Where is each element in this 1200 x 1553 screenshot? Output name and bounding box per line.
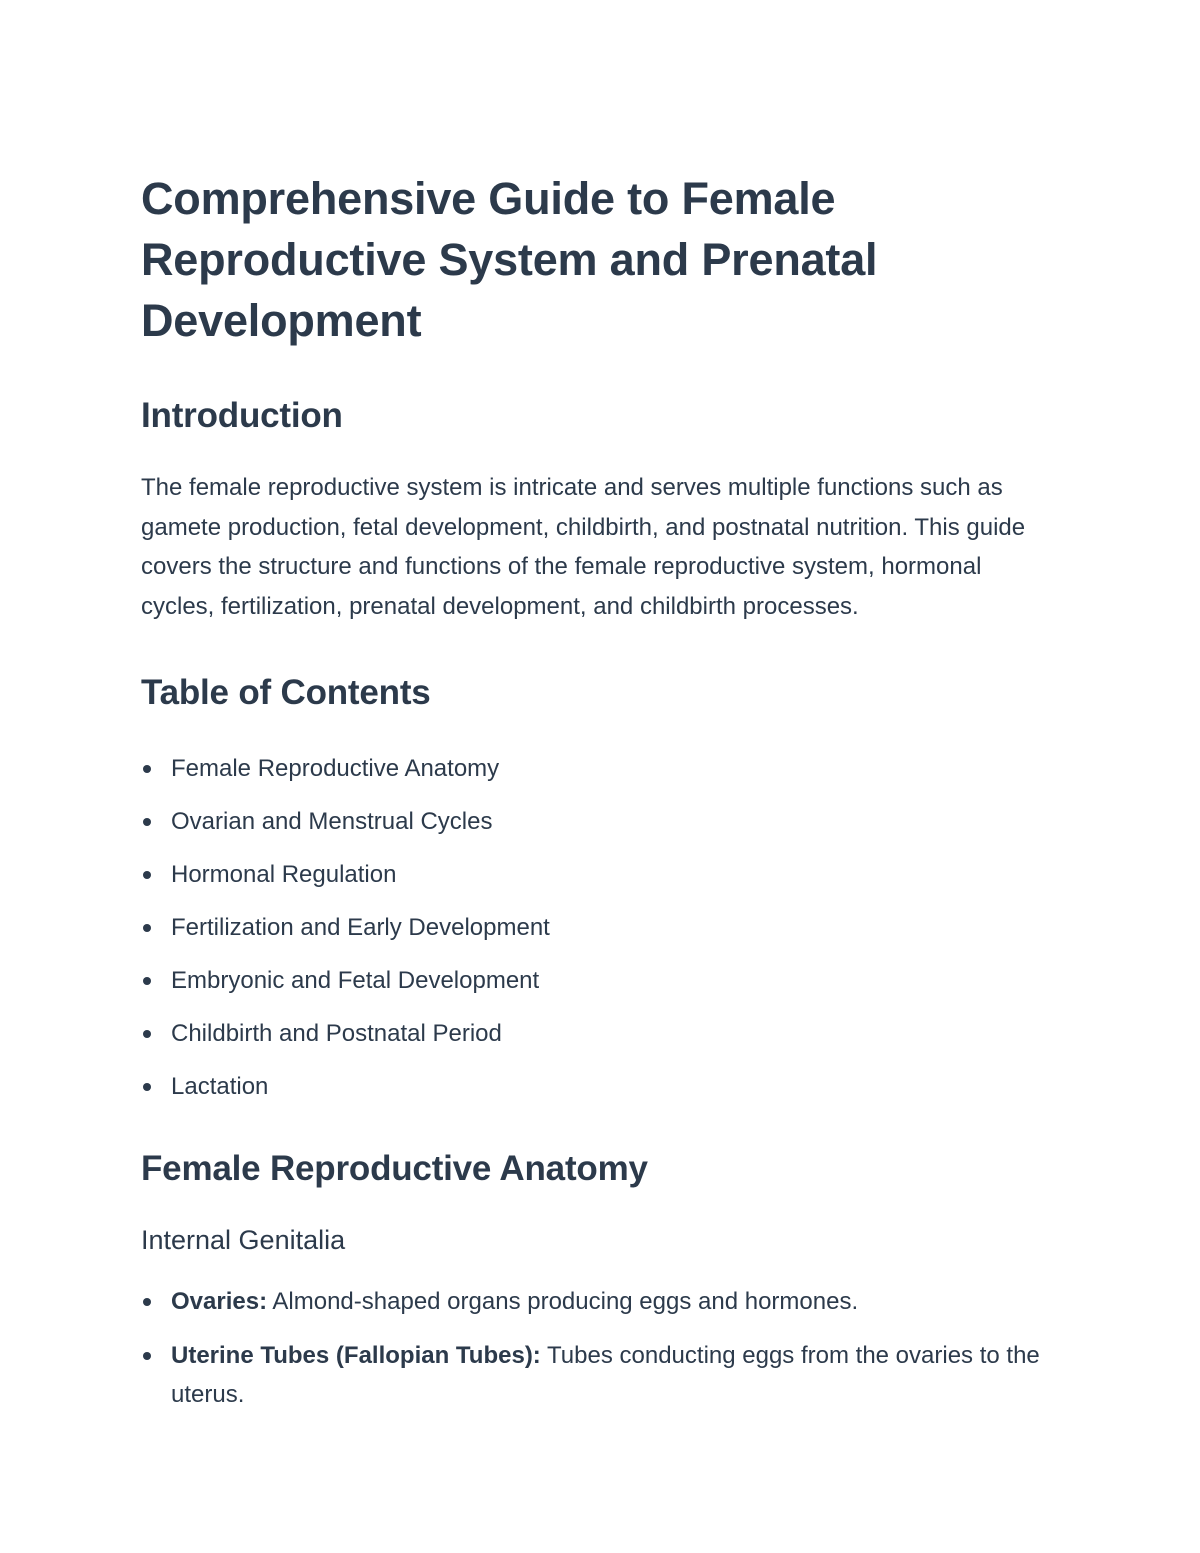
toc-item: Embryonic and Fetal Development: [141, 961, 1061, 1001]
internal-genitalia-list: [141, 1282, 1061, 1415]
document-title: Comprehensive Guide to Female Reproductive System and Prenatal Development: [141, 173, 878, 346]
toc-item: Lactation: [141, 1067, 1061, 1107]
anatomy-heading: Female Reproductive Anatomy: [141, 1149, 648, 1189]
toc-item: Female Reproductive Anatomy: [141, 749, 1061, 789]
desc-uterine-tubes: Tubes conducting eggs from the ovaries to the uterus.: [171, 1341, 1040, 1409]
toc-item: Hormonal Regulation: [141, 855, 1061, 895]
term-ovaries: Ovaries:: [171, 1288, 268, 1316]
introduction-paragraph: The female reproductive system is intricate and serves multiple functions such as gamete production, fetal development, childbirth, and postnatal nutrition. This guide covers the structure and functions of the female reproductive system, hormonal cycles, fertilization, prenatal development, and childbirth processes.: [141, 474, 1026, 621]
toc-item: Fertilization and Early Development: [141, 908, 1061, 948]
toc-heading: Table of Contents: [141, 672, 431, 712]
toc-list: [141, 749, 1061, 1107]
term-uterine-tubes: Uterine Tubes (Fallopian Tubes):: [171, 1341, 541, 1369]
document-page: [141, 168, 1061, 1429]
list-item-ovaries: [141, 1282, 1061, 1322]
list-item-uterine-tubes: [141, 1336, 1061, 1415]
introduction-heading: Introduction: [141, 396, 343, 435]
desc-ovaries: Almond-shaped organs producing eggs and hormones.: [267, 1288, 859, 1316]
toc-item: Childbirth and Postnatal Period: [141, 1014, 1061, 1054]
internal-genitalia-heading: Internal Genitalia: [141, 1225, 346, 1256]
toc-item: Ovarian and Menstrual Cycles: [141, 802, 1061, 842]
